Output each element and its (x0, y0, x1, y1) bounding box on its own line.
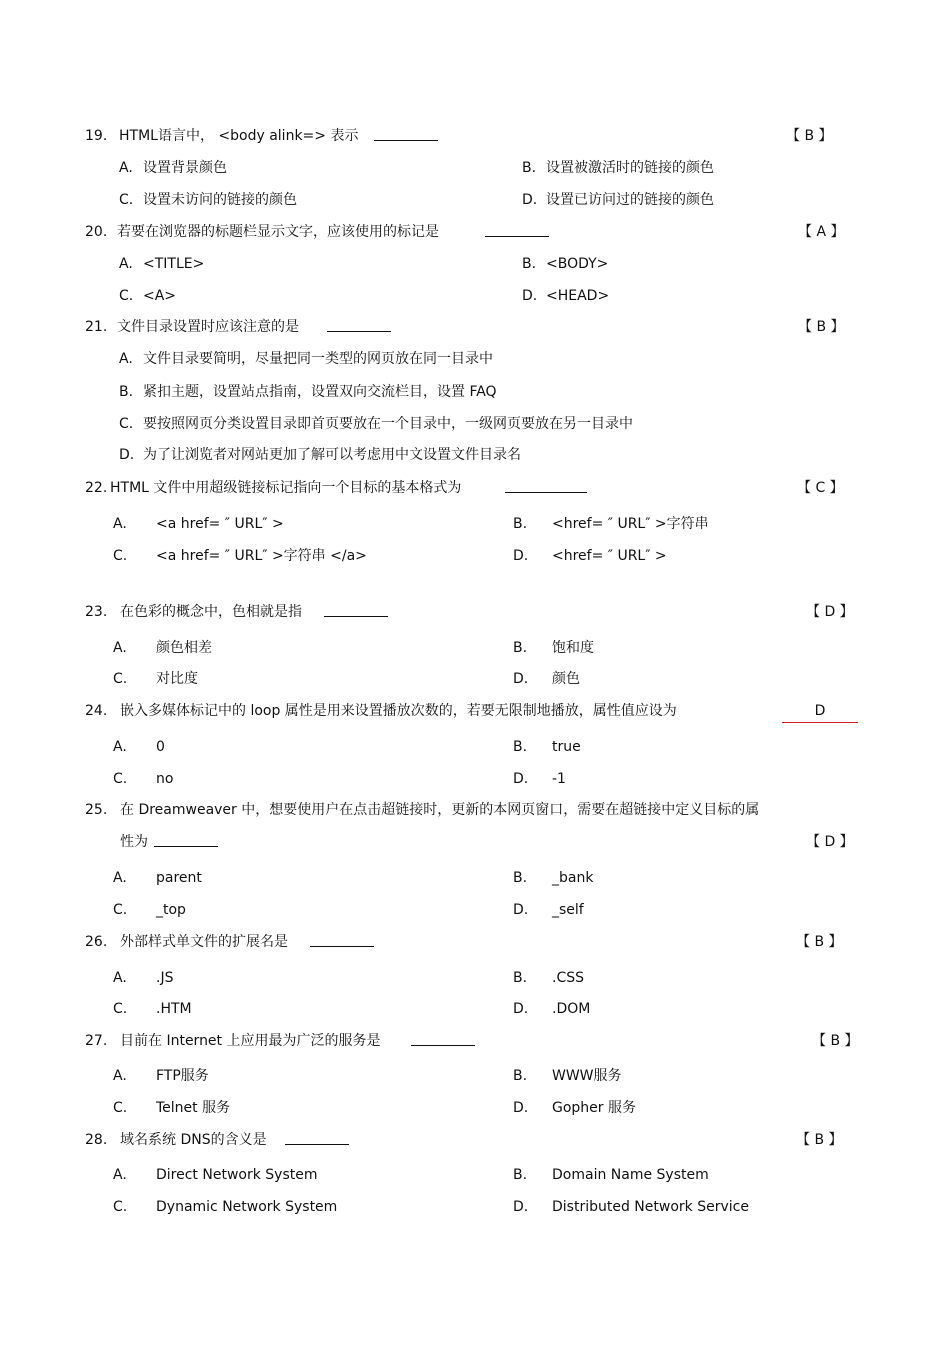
question-27 (0, 1030, 950, 1052)
option-text: 为了让浏览者对网站更加了解可以考虑用中文设置文件目录名 (143, 447, 521, 463)
question-text: 若要在浏览器的标题栏显示文字，应该使用的标记是 (117, 221, 549, 243)
option-row (0, 867, 950, 889)
question-number: 27. (85, 1033, 108, 1049)
option-letter: C. (113, 1100, 128, 1116)
option-row (0, 253, 950, 275)
question-21 (0, 316, 950, 338)
option-letter: A. (119, 351, 133, 367)
option-letter: D. (513, 671, 529, 687)
question-19 (0, 125, 950, 147)
option-text: Distributed Network Service (552, 1199, 749, 1215)
question-26 (0, 931, 950, 953)
question-24 (0, 700, 950, 722)
option-text: Telnet 服务 (156, 1100, 231, 1116)
question-number: 21. (85, 319, 108, 335)
option-row (0, 1196, 950, 1218)
answer-bracket: 【 C 】 (797, 480, 844, 496)
option-text: 设置未访问的链接的颜色 (143, 192, 297, 208)
answer-bracket: 【 B 】 (796, 1132, 843, 1148)
question-text: 目前在 Internet 上应用最为广泛的服务是 (120, 1030, 475, 1052)
answer-bracket: 【 D 】 (806, 604, 854, 620)
option-row (0, 157, 950, 179)
option-text: FTP服务 (156, 1068, 209, 1084)
option-letter: B. (119, 384, 134, 400)
option-letter: C. (113, 1001, 128, 1017)
option-letter: A. (119, 256, 133, 272)
option-letter: C. (113, 548, 128, 564)
option-row (0, 444, 950, 466)
option-letter: B. (522, 160, 537, 176)
option-letter: C. (113, 771, 128, 787)
option-row (0, 668, 950, 690)
option-row (0, 1164, 950, 1186)
option-text: .DOM (552, 1001, 591, 1017)
option-letter: C. (113, 1199, 128, 1215)
option-letter: A. (113, 1068, 127, 1084)
question-22 (0, 477, 950, 499)
option-row (0, 285, 950, 307)
option-letter: B. (513, 640, 528, 656)
question-25-continued (0, 831, 950, 853)
option-letter: B. (513, 739, 528, 755)
option-letter: D. (513, 1199, 529, 1215)
option-row (0, 998, 950, 1020)
option-text: 要按照网页分类设置目录即首页要放在一个目录中，一级网页要放在另一目录中 (143, 416, 633, 432)
option-text: 颜色 (552, 671, 580, 687)
option-letter: D. (513, 902, 529, 918)
option-letter: C. (119, 192, 134, 208)
option-row (0, 768, 950, 790)
option-text: <href= ″ URL″ > (552, 548, 667, 564)
answer-blank (324, 602, 388, 617)
option-letter: C. (119, 416, 134, 432)
question-28 (0, 1129, 950, 1151)
option-row (0, 413, 950, 435)
answer-blank (154, 832, 218, 847)
option-letter: A. (113, 970, 127, 986)
answer-blank (374, 126, 438, 141)
option-row (0, 1065, 950, 1087)
option-letter: A. (113, 640, 127, 656)
option-text: _self (552, 902, 584, 918)
option-text: <TITLE> (143, 256, 205, 272)
option-row (0, 736, 950, 758)
answer-bracket: 【 B 】 (812, 1033, 859, 1049)
option-text: 颜色相差 (156, 640, 212, 656)
question-text: 在 Dreamweaver 中，想要使用户在点击超链接时，更新的本网页窗口，需要在超链接中定义目标的属 (120, 802, 760, 818)
option-text: _bank (552, 870, 594, 886)
option-letter: B. (513, 870, 528, 886)
option-row (0, 967, 950, 989)
answer-blank (505, 478, 587, 493)
option-letter: C. (119, 288, 134, 304)
answer-bracket: 【 A 】 (798, 224, 845, 240)
option-row (0, 189, 950, 211)
question-number: 22. (85, 480, 108, 496)
option-letter: D. (522, 288, 538, 304)
option-letter: B. (513, 1167, 528, 1183)
option-text: <BODY> (546, 256, 609, 272)
answer-fill: D (782, 700, 858, 723)
option-letter: D. (513, 1100, 529, 1116)
option-text: WWW服务 (552, 1068, 622, 1084)
answer-blank (485, 222, 549, 237)
question-text-continued: 性为 (120, 831, 218, 853)
option-row (0, 545, 950, 567)
option-letter: B. (522, 256, 537, 272)
option-text: 设置被激活时的链接的颜色 (546, 160, 714, 176)
option-text: <a href= ″ URL″ >字符串 </a> (156, 548, 367, 564)
option-text: <a href= ″ URL″ > (156, 516, 284, 532)
option-letter: D. (513, 1001, 529, 1017)
option-letter: A. (113, 739, 127, 755)
question-20 (0, 221, 950, 243)
option-row (0, 1097, 950, 1119)
option-letter: A. (113, 1167, 127, 1183)
option-text: Direct Network System (156, 1167, 318, 1183)
answer-bracket: 【 B 】 (786, 128, 833, 144)
answer-blank (285, 1130, 349, 1145)
option-row (0, 637, 950, 659)
option-letter: A. (113, 870, 127, 886)
option-text: no (156, 771, 174, 787)
option-text: 0 (156, 739, 165, 755)
option-letter: B. (513, 970, 528, 986)
option-text: _top (156, 902, 186, 918)
answer-bracket: 【 D 】 (806, 834, 854, 850)
question-23 (0, 601, 950, 623)
option-letter: D. (513, 548, 529, 564)
option-letter: A. (119, 160, 133, 176)
question-text: 嵌入多媒体标记中的 loop 属性是用来设置播放次数的，若要无限制地播放，属性值应设为 (120, 703, 677, 719)
question-text: 文件目录设置时应该注意的是 (117, 316, 391, 338)
question-number: 26. (85, 934, 108, 950)
option-text: 文件目录要简明，尽量把同一类型的网页放在同一目录中 (143, 351, 493, 367)
option-row (0, 899, 950, 921)
option-text: 紧扣主题，设置站点指南，设置双向交流栏目，设置 FAQ (143, 384, 497, 400)
question-text: 外部样式单文件的扩展名是 (120, 931, 374, 953)
question-25 (0, 799, 950, 821)
option-letter: D. (119, 447, 135, 463)
option-letter: B. (513, 1068, 528, 1084)
option-text: Gopher 服务 (552, 1100, 636, 1116)
option-text: -1 (552, 771, 566, 787)
question-text: HTML 文件中用超级链接标记指向一个目标的基本格式为 (110, 477, 587, 499)
question-text: 在色彩的概念中，色相就是指 (120, 601, 388, 623)
question-text: 域名系统 DNS的含义是 (120, 1129, 349, 1151)
option-text: 设置已访问过的链接的颜色 (546, 192, 714, 208)
question-number: 24. (85, 703, 108, 719)
option-text: 对比度 (156, 671, 198, 687)
option-text: <A> (143, 288, 177, 304)
option-text: .JS (156, 970, 174, 986)
question-number: 19. (85, 128, 108, 144)
option-letter: C. (113, 671, 128, 687)
option-text: 饱和度 (552, 640, 594, 656)
question-number: 20. (85, 224, 108, 240)
option-row (0, 348, 950, 370)
question-number: 23. (85, 604, 108, 620)
option-text: <href= ″ URL″ >字符串 (552, 516, 709, 532)
option-text: <HEAD> (546, 288, 610, 304)
option-row (0, 513, 950, 535)
option-letter: C. (113, 902, 128, 918)
option-text: 设置背景颜色 (143, 160, 227, 176)
answer-blank (327, 317, 391, 332)
answer-bracket: 【 B 】 (798, 319, 845, 335)
question-number: 28. (85, 1132, 108, 1148)
option-row (0, 381, 950, 403)
option-letter: D. (513, 771, 529, 787)
option-text: .HTM (156, 1001, 192, 1017)
answer-blank (411, 1031, 475, 1046)
option-text: Dynamic Network System (156, 1199, 338, 1215)
question-text: HTML语言中， <body alink=> 表示 (119, 125, 438, 147)
answer-blank (310, 932, 374, 947)
option-text: .CSS (552, 970, 584, 986)
option-letter: D. (522, 192, 538, 208)
option-text: Domain Name System (552, 1167, 709, 1183)
option-letter: B. (513, 516, 528, 532)
option-text: true (552, 739, 581, 755)
answer-bracket: 【 B 】 (796, 934, 843, 950)
question-number: 25. (85, 802, 108, 818)
option-letter: A. (113, 516, 127, 532)
option-text: parent (156, 870, 202, 886)
